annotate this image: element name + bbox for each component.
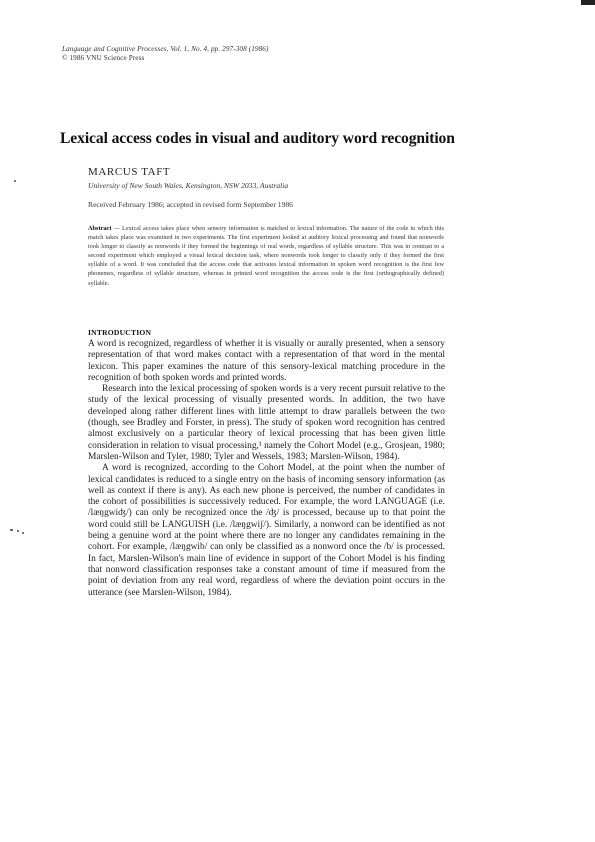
journal-header <box>62 45 268 63</box>
scan-speck <box>14 180 16 182</box>
scan-speck <box>10 529 13 531</box>
scan-edge-mark <box>581 0 595 5</box>
paragraph: A word is recognized, regardless of whether it is visually or aurally presented, when a sensory representation of that word makes contact with a representation of that word in the mental lexicon. This paper examines the nature of this sensory-lexical matching procedure in the recognition of both spoken words and printed words. <box>88 339 445 383</box>
journal-citation: Language and Cognitive Processes, Vol. 1, No. 4, pp. 297-308 (1986) <box>62 45 269 53</box>
author-name: MARCUS TAFT <box>88 166 171 178</box>
abstract-label: Abstract <box>88 225 112 232</box>
paragraph: A word is recognized, according to the Cohort Model, at the point when the number of lexical candidates is reduced to a single entry on the basis of incoming sensory information (as well as context if there is any). As each new phone is perceived, the number of candidates in the cohort of possibilities is successively reduced. For example, the word LANGUAGE (i.e. /læŋgwiʤ/) can only be recognized once the /ʤ/ is processed, because up to that point the word could still be LANGUISH (i.e. /læŋgwiʃ/). Similarly, a nonword can be identified as not being a genuine word at the point where there are no longer any candidates remaining in the cohort. For example, /læŋgwib/ can only be classified as a nonword once the /b/ is processed. In fact, Marslen-Wilson's main line of evidence in support of the Cohort Model is his finding that nonword classification responses take a constant amount of time if measured from the point of deviation from any real word, regardless of where the deviation point occurs in the utterance (see Marslen-Wilson, 1984). <box>88 463 445 598</box>
paper-title: Lexical access codes in visual and auditory word recognition <box>60 130 455 147</box>
received-dates: Received February 1986; accepted in revised form September 1986 <box>88 200 293 209</box>
author-affiliation: University of New South Wales, Kensington, NSW 2033, Australia <box>88 181 289 190</box>
abstract-text: — Lexical access takes place when sensory information is matched to lexical information. The nature of the code in which this match takes place was examined in two experiments. The first experiment looked at auditory lexical processing and found that nonwords took longer to classify as nonwords if they formed the beginnings of real words, regardless of syllable structure. This was in contrast to a second experiment which employed a visual lexical decision task, where nonwords took longer to classify only if they formed the first syllable of a word. It was concluded that the access code that activates lexical information in spoken word recognition is the first few phonemes, regardless of syllable structure, whereas in printed word recognition the access code is the first (orthographically defined) syllable. <box>88 225 445 287</box>
paragraph: Research into the lexical processing of spoken words is a very recent pursuit relative to the study of the lexical processing of visually presented words. In addition, the two have developed along rather different lines with little attempt to draw parallels between the two (though, see Bradley and Forster, in press). The study of spoken word recognition has centred almost exclusively on a particular theory of lexical processing that has been given little consideration in relation to visual processing,¹ namely the Cohort Model (e.g., Grosjean, 1980; Marslen-Wilson and Tyler, 1980; Tyler and Wessels, 1983; Marslen-Wilson, 1984). <box>88 384 445 462</box>
scan-speck <box>22 532 24 534</box>
scan-speck <box>17 530 19 532</box>
journal-copyright: © 1986 VNU Science Press <box>62 54 145 62</box>
abstract <box>88 224 444 288</box>
section-heading: INTRODUCTION <box>88 328 152 337</box>
body-text <box>88 339 445 599</box>
